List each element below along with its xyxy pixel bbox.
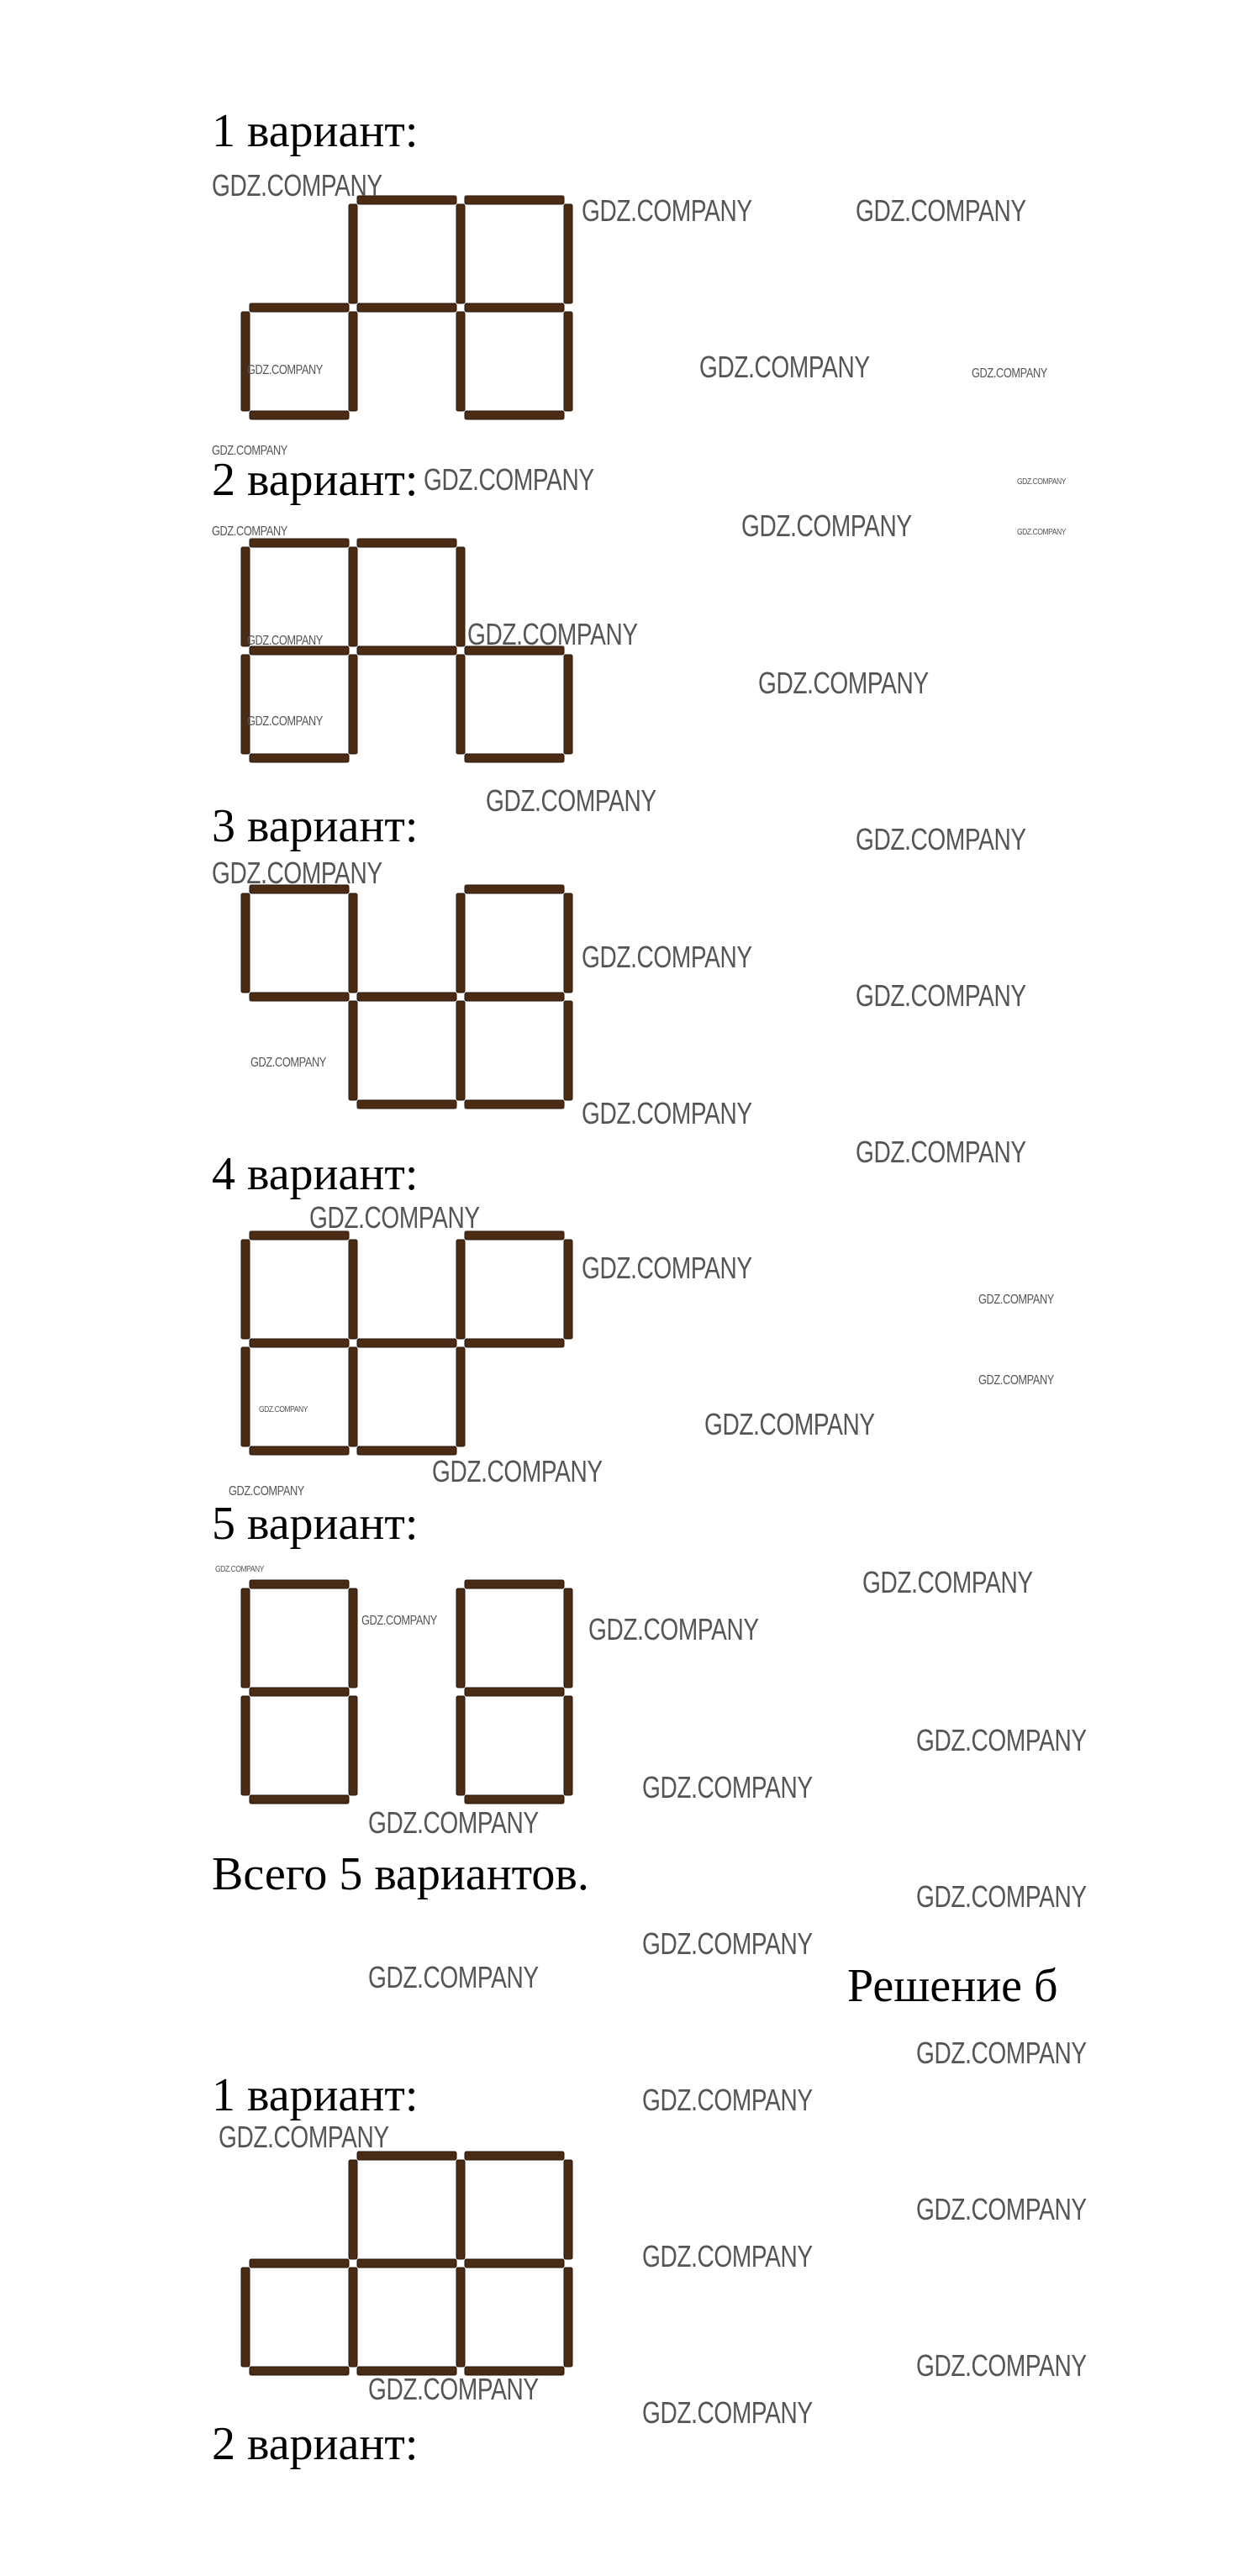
watermark-text: GDZ.COMPANY: [642, 2083, 813, 2117]
watermark-text: GDZ.COMPANY: [432, 1454, 603, 1488]
watermark-text: GDZ.COMPANY: [212, 524, 287, 539]
watermark-text: GDZ.COMPANY: [978, 1373, 1054, 1388]
matchstick: [250, 1580, 349, 1588]
matchstick: [456, 2160, 465, 2259]
watermark-text: GDZ.COMPANY: [229, 1484, 304, 1499]
watermark-text: GDZ.COMPANY: [309, 1200, 480, 1235]
watermark-text: GDZ.COMPANY: [642, 1926, 813, 1961]
watermark-text: GDZ.COMPANY: [361, 1614, 437, 1628]
matchstick: [564, 2268, 572, 2367]
watermark-text: GDZ.COMPANY: [215, 1565, 264, 1574]
watermark-text: GDZ.COMPANY: [582, 193, 752, 228]
matchstick: [564, 1001, 572, 1100]
matchstick: [349, 2268, 357, 2367]
figure-variant-1-b: [237, 2147, 590, 2384]
watermark-text: GDZ.COMPANY: [916, 2036, 1087, 2070]
watermark-text: GDZ.COMPANY: [424, 462, 594, 497]
matchstick: [250, 1795, 349, 1804]
matchstick: [250, 1339, 349, 1347]
matchstick: [250, 303, 349, 312]
matchstick: [349, 1240, 357, 1339]
watermark-text: GDZ.COMPANY: [856, 822, 1026, 856]
matchstick: [357, 646, 456, 655]
watermark-text: GDZ.COMPANY: [259, 1405, 308, 1414]
matchstick: [456, 2268, 465, 2367]
matchstick: [564, 2160, 572, 2259]
matchstick: [564, 1696, 572, 1795]
watermark-text: GDZ.COMPANY: [582, 940, 752, 974]
figure-variant-3-a: [237, 881, 590, 1118]
matchstick: [241, 2268, 250, 2367]
figure-variant-2-a: [237, 535, 590, 772]
heading-variant-1-b: 1 вариант:: [212, 2069, 419, 2121]
watermark-text: GDZ.COMPANY: [972, 366, 1047, 381]
watermark-text: GDZ.COMPANY: [582, 1251, 752, 1285]
matchstick: [357, 2259, 456, 2268]
matchstick: [456, 893, 465, 993]
matchstick: [250, 1446, 349, 1455]
matchstick: [465, 754, 564, 762]
matchstick: [241, 312, 250, 411]
matchstick: [465, 1795, 564, 1804]
watermark-text: GDZ.COMPANY: [588, 1612, 759, 1646]
matchstick: [465, 1580, 564, 1588]
watermark-text: GDZ.COMPANY: [978, 1293, 1054, 1307]
watermark-text: GDZ.COMPANY: [741, 508, 912, 543]
matchstick: [349, 1347, 357, 1446]
matchstick: [564, 1240, 572, 1339]
matchstick: [250, 539, 349, 547]
figure-variant-5-a: [237, 1576, 590, 1813]
matchstick: [241, 547, 250, 646]
watermark-text: GDZ.COMPANY: [368, 2372, 539, 2406]
watermark-text: GDZ.COMPANY: [704, 1407, 875, 1441]
matchstick: [349, 2160, 357, 2259]
matchstick: [465, 2259, 564, 2268]
matchstick: [456, 1240, 465, 1339]
matchstick: [357, 1339, 456, 1347]
watermark-text: GDZ.COMPANY: [642, 2395, 813, 2430]
figure-variant-1-a: [237, 192, 590, 429]
matchstick: [349, 893, 357, 993]
heading-variant-4-a: 4 вариант:: [212, 1148, 419, 1200]
watermark-text: GDZ.COMPANY: [1017, 528, 1066, 537]
watermark-text: GDZ.COMPANY: [1017, 477, 1066, 487]
matchstick: [564, 1588, 572, 1688]
matchstick: [357, 303, 456, 312]
watermark-text: GDZ.COMPANY: [368, 1960, 539, 1994]
watermark-text: GDZ.COMPANY: [916, 1879, 1087, 1914]
matchstick: [465, 1100, 564, 1109]
matchstick: [250, 1688, 349, 1696]
watermark-text: GDZ.COMPANY: [642, 2239, 813, 2273]
watermark-text: GDZ.COMPANY: [916, 1723, 1087, 1757]
matchstick: [456, 1588, 465, 1688]
matchstick: [349, 1696, 357, 1795]
matchstick: [564, 204, 572, 303]
matchstick: [241, 1696, 250, 1795]
matchstick: [456, 547, 465, 646]
watermark-text: GDZ.COMPANY: [212, 856, 382, 890]
watermark-text: GDZ.COMPANY: [642, 1770, 813, 1804]
matchstick: [241, 1347, 250, 1446]
watermark-text: GDZ.COMPANY: [247, 634, 323, 648]
matchstick: [465, 303, 564, 312]
heading-variant-2-b: 2 вариант:: [212, 2418, 419, 2470]
heading-solution-b: Решение б: [847, 1960, 1058, 2012]
heading-variant-5-a: 5 вариант:: [212, 1498, 419, 1550]
matchstick: [349, 312, 357, 411]
matchstick: [465, 411, 564, 419]
matchstick: [456, 1347, 465, 1446]
matchstick: [456, 312, 465, 411]
matchstick: [564, 893, 572, 993]
matchstick: [465, 993, 564, 1001]
matchstick: [250, 2259, 349, 2268]
matchstick: [564, 655, 572, 754]
heading-variant-2-a: 2 вариант:: [212, 454, 419, 506]
matchstick: [465, 2152, 564, 2160]
watermark-text: GDZ.COMPANY: [212, 168, 382, 203]
watermark-text: GDZ.COMPANY: [856, 978, 1026, 1013]
summary-total-variants: Всего 5 вариантов.: [212, 1848, 589, 1900]
matchstick: [241, 1240, 250, 1339]
watermark-text: GDZ.COMPANY: [582, 1096, 752, 1130]
watermark-text: GDZ.COMPANY: [856, 1135, 1026, 1169]
figure-variant-4-a: [237, 1227, 590, 1464]
matchstick: [357, 1100, 456, 1109]
matchstick: [241, 1588, 250, 1688]
matchstick: [465, 1339, 564, 1347]
watermark-text: GDZ.COMPANY: [856, 193, 1026, 228]
watermark-text: GDZ.COMPANY: [486, 783, 656, 818]
watermark-text: GDZ.COMPANY: [467, 617, 638, 651]
matchstick: [241, 655, 250, 754]
matchstick: [456, 1696, 465, 1795]
matchstick: [349, 1001, 357, 1100]
watermark-text: GDZ.COMPANY: [368, 1805, 539, 1840]
watermark-text: GDZ.COMPANY: [916, 2348, 1087, 2383]
matchstick: [250, 993, 349, 1001]
matchstick: [564, 312, 572, 411]
matchstick: [250, 2367, 349, 2375]
watermark-text: GDZ.COMPANY: [758, 666, 929, 700]
matchstick: [456, 204, 465, 303]
watermark-text: GDZ.COMPANY: [247, 714, 323, 729]
matchstick: [465, 885, 564, 893]
matchstick: [241, 893, 250, 993]
watermark-text: GDZ.COMPANY: [862, 1565, 1033, 1599]
watermark-text: GDZ.COMPANY: [250, 1056, 326, 1070]
watermark-text: GDZ.COMPANY: [247, 363, 323, 377]
matchstick: [250, 411, 349, 419]
matchstick: [456, 655, 465, 754]
matchstick: [357, 993, 456, 1001]
watermark-text: GDZ.COMPANY: [699, 350, 870, 384]
matchstick: [465, 196, 564, 204]
watermark-text: GDZ.COMPANY: [219, 2120, 389, 2154]
heading-variant-3-a: 3 вариант:: [212, 800, 419, 852]
heading-variant-1-a: 1 вариант:: [212, 105, 419, 157]
matchstick: [349, 204, 357, 303]
matchstick: [250, 754, 349, 762]
watermark-text: GDZ.COMPANY: [916, 2192, 1087, 2226]
matchstick: [349, 1588, 357, 1688]
matchstick: [349, 655, 357, 754]
matchstick: [357, 539, 456, 547]
matchstick: [456, 1001, 465, 1100]
matchstick: [349, 547, 357, 646]
matchstick: [465, 1688, 564, 1696]
watermark-text: GDZ.COMPANY: [212, 444, 287, 458]
